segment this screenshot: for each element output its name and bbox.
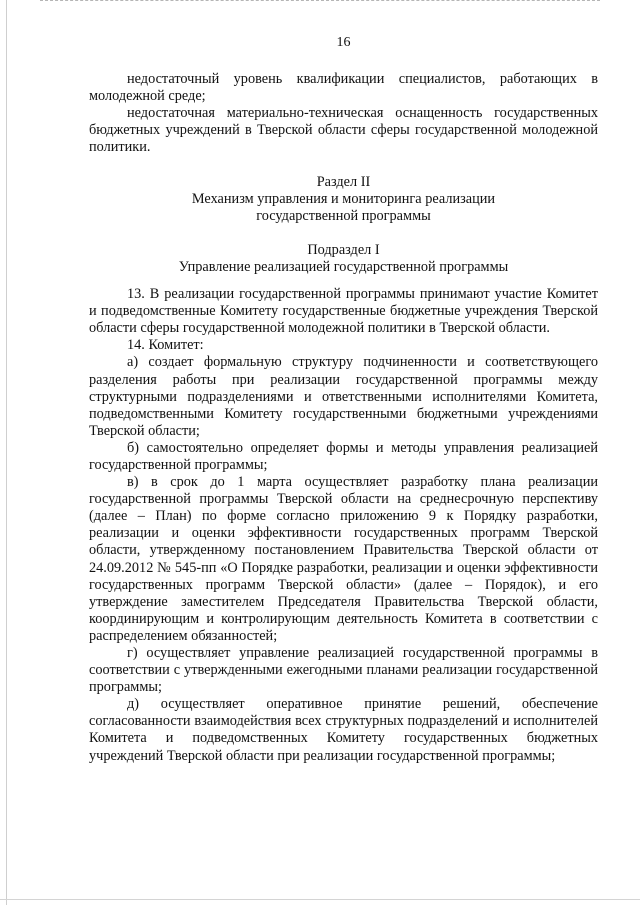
scan-edge-line <box>6 0 7 905</box>
section-title-line: Механизм управления и мониторинга реализации <box>191 190 496 207</box>
list-item-v: в) в срок до 1 марта осуществляет разработку плана реализации государственной программы Тверской области на среднесрочную перспективу (далее – План) по форме согласно приложению 9 к Порядку разработки, реализации и оценки эффективности государственных программ Тверской области, утвержденному постановлением Правительства Тверской области от 24.09.2012 № 545-пп «О Порядке разработки, реализации и оценки эффективности государственных программ Тверской области» (далее – Порядок), и его утверждение заместителем Председателя Правительства Тверской области, координирующим и контролирующим деятельность Комитета в соответствии с распределением обязанностей; <box>89 474 598 644</box>
intro-paragraph: недостаточный уровень квалификации специалистов, работающих в молодежной среде; <box>89 71 598 105</box>
page-number: 16 <box>336 35 351 50</box>
document-body <box>89 34 598 765</box>
paragraph-13: 13. В реализации государственной программы принимают участие Комитет и подведомственные Комитету государственные бюджетные учреждения Тверской области сферы государственной молодежной политики в Тверской области. <box>89 286 598 337</box>
scan-top-artifact <box>40 0 600 3</box>
section-title-line: государственной программы <box>256 207 431 224</box>
paragraph-14: 14. Комитет: <box>127 337 204 354</box>
section-label: Раздел II <box>316 173 371 190</box>
list-item-g: г) осуществляет управление реализацией государственной программы в соответствии с утвержденными ежегодными планами реализации государственной программы; <box>89 645 598 696</box>
list-item-b: б) самостоятельно определяет формы и методы управления реализацией государственной программы; <box>89 439 598 473</box>
subsection-label: Подраздел I <box>307 241 380 258</box>
list-item-a: а) создает формальную структуру подчиненности и соответствующего разделения работы при реализации государственной программы между структурными подразделениями и ответственными исполнителями Комитета, подведомственными Комитету государственными бюджетными учреждениями Тверской области; <box>89 354 598 439</box>
list-item-d: д) осуществляет оперативное принятие решений, обеспечение согласованности взаимодействия всех структурных подразделений и исполнителей Комитета и подведомственных Комитету государственных бюджетных учреждений Тверской области при реализации государственной программы; <box>89 696 598 764</box>
subsection-title: Управление реализацией государственной программы <box>178 258 509 275</box>
scan-bottom-artifact <box>0 899 640 901</box>
intro-paragraph: недостаточная материально-техническая оснащенность государственных бюджетных учреждений в Тверской области сферы государственной молодежной политики. <box>89 105 598 156</box>
